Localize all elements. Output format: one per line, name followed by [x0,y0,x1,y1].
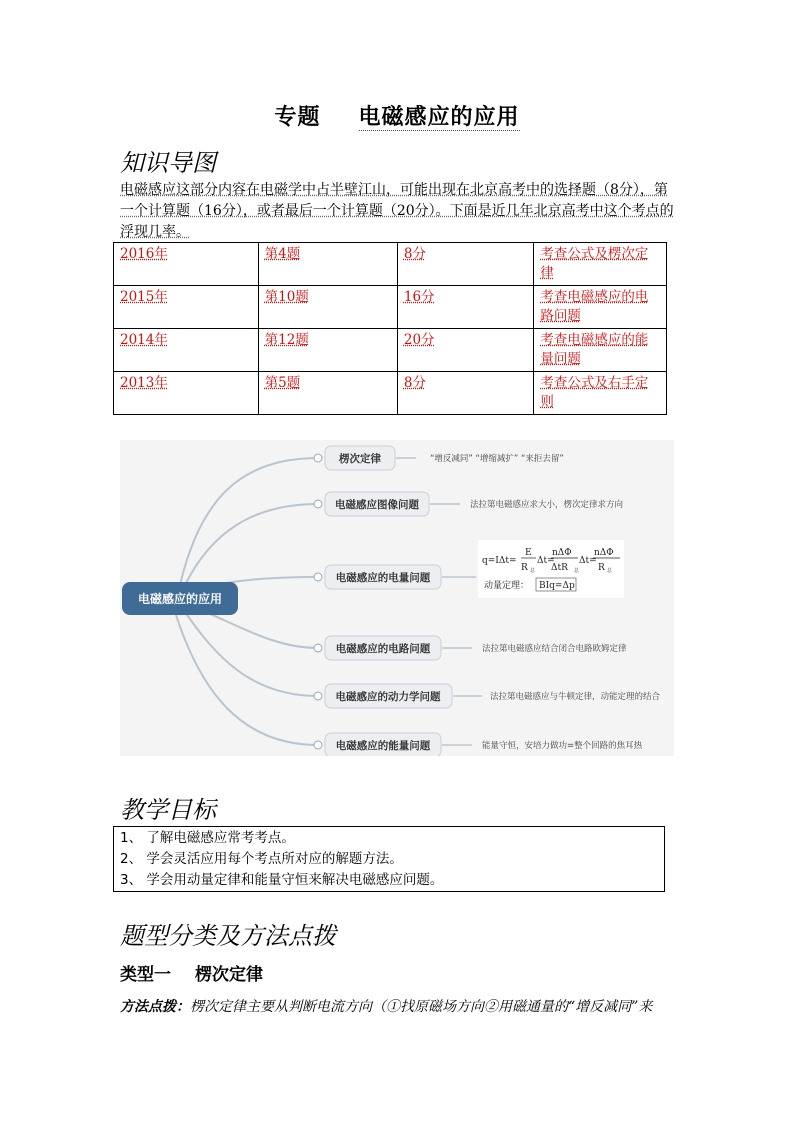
table-row [114,372,667,415]
table-cell [258,372,397,415]
table-cell-text: 2014年 [120,332,168,348]
section-heading-types: 题型分类及方法点拨 [120,922,336,950]
table-cell-text: 2015年 [120,289,168,305]
table-cell [258,286,397,329]
table-cell-text: 第4题 [264,246,301,262]
table-cell [534,329,667,372]
table-cell [397,243,534,286]
formula-momentum-label: 动量定理： [484,581,530,591]
formula-f2-den: ΔtR [551,563,568,573]
formula-dt-2: Δt= [579,556,597,566]
table-cell [397,372,534,415]
table-cell-text: 第5题 [264,375,301,391]
table-cell [114,286,259,329]
branch-note-6: 能量守恒，安培力做功=整个回路的焦耳热 [482,741,643,751]
mind-map [120,440,674,756]
table-row [114,286,667,329]
table-cell [534,243,667,286]
table-cell-text: 考查公式及楞次定律 [540,246,649,281]
formula-f3-sub: 总 [607,568,613,574]
section-heading-knowledge: 知识导图 [120,149,216,177]
table-cell [114,243,259,286]
method-label: 方法点拨： [120,999,190,1015]
branch-label-3: 电磁感应的电量问题 [335,572,431,584]
table-row [114,329,667,372]
table-cell-text: 8分 [403,375,426,391]
section-heading-goals: 教学目标 [120,796,216,824]
formula-momentum-eq: BIq=Δp [539,581,575,591]
formula-f2-sub: 总 [574,568,580,574]
page-title [0,100,794,131]
table-cell-text: 考查电磁感应的电路问题 [540,289,649,324]
goal-item: 2、 学会灵活应用每个考点所对应的解题方法。 [120,851,403,867]
type-heading [120,960,263,985]
table-cell [258,243,397,286]
table-cell [114,329,259,372]
goal-item: 1、 了解电磁感应常考考点。 [120,830,295,846]
table-cell-text: 第10题 [264,289,309,305]
table-cell [534,286,667,329]
collapse-icon[interactable] [314,500,322,508]
mind-map-root-label: 电磁感应的应用 [137,592,223,606]
table-row [114,243,667,286]
branch-label-5: 电磁感应的动力学问题 [335,691,441,703]
branch-label-4: 电磁感应的电路问题 [335,643,431,655]
formula-q: q=IΔt= [482,556,517,566]
branch-note-4: 法拉第电磁感应结合闭合电路欧姆定律 [482,644,627,654]
method-text: 楞次定律主要从判断电流方向（①找原磁场方向②用磁通量的“增反减同”来 [190,999,653,1015]
formula-f3-num: nΔΦ [594,548,614,558]
formula-f2-num: nΔΦ [552,548,572,558]
type-prefix: 类型一 [120,965,171,985]
intro-paragraph: 电磁感应这部分内容在电磁学中占半壁江山，可能出现在北京高考中的选择题（8分），第一个计算题（16分），或者最后一个计算题（20分）。下面是近几年北京高考中这个考点的浮现几率。 [120,182,674,240]
collapse-icon[interactable] [314,573,322,581]
collapse-icon[interactable] [314,644,322,652]
goals-box [113,826,665,892]
collapse-icon[interactable] [314,741,322,749]
table-cell-text: 第12题 [264,332,309,348]
goal-item: 3、 学会用动量定律和能量守恒来解决电磁感应问题。 [120,872,444,888]
table-cell-text: 考查电磁感应的能量问题 [540,332,649,367]
collapse-icon[interactable] [314,454,322,462]
table-cell-text: 20分 [403,332,435,348]
table-cell [258,329,397,372]
table-cell-text: 8分 [403,246,426,262]
mind-map-collapse-icons [314,454,322,749]
type-name: 楞次定律 [195,965,263,985]
table-cell-text: 2016年 [120,246,168,262]
formula-f1-sub: 总 [530,568,536,574]
branch-label-6: 电磁感应的能量问题 [335,740,431,752]
table-cell [397,329,534,372]
method-line [120,996,652,1016]
formula-f3-den: R [598,563,605,573]
table-cell-text: 16分 [403,289,435,305]
table-cell [534,372,667,415]
branch-note-1: “增反减同” “增缩减扩” “来拒去留” [430,454,564,464]
branch-label-2: 电磁感应图像问题 [335,499,419,511]
formula-f1-num: E [525,548,532,558]
collapse-icon[interactable] [314,692,322,700]
table-cell [114,372,259,415]
table-cell [397,286,534,329]
title-main: 电磁感应的应用 [358,104,520,130]
title-prefix: 专题 [274,104,321,130]
table-cell-text: 考查公式及右手定则 [540,375,649,410]
branch-label-1: 楞次定律 [339,453,381,465]
branch-note-2: 法拉第电磁感应求大小，楞次定律求方向 [470,500,624,510]
formula-f1-den: R [521,563,528,573]
formula-dt: Δt= [537,556,555,566]
exam-table [113,242,667,415]
mind-map-svg [120,440,674,756]
branch-note-5: 法拉第电磁感应与牛顿定律，动能定理的结合 [490,692,661,702]
table-cell-text: 2013年 [120,375,168,391]
